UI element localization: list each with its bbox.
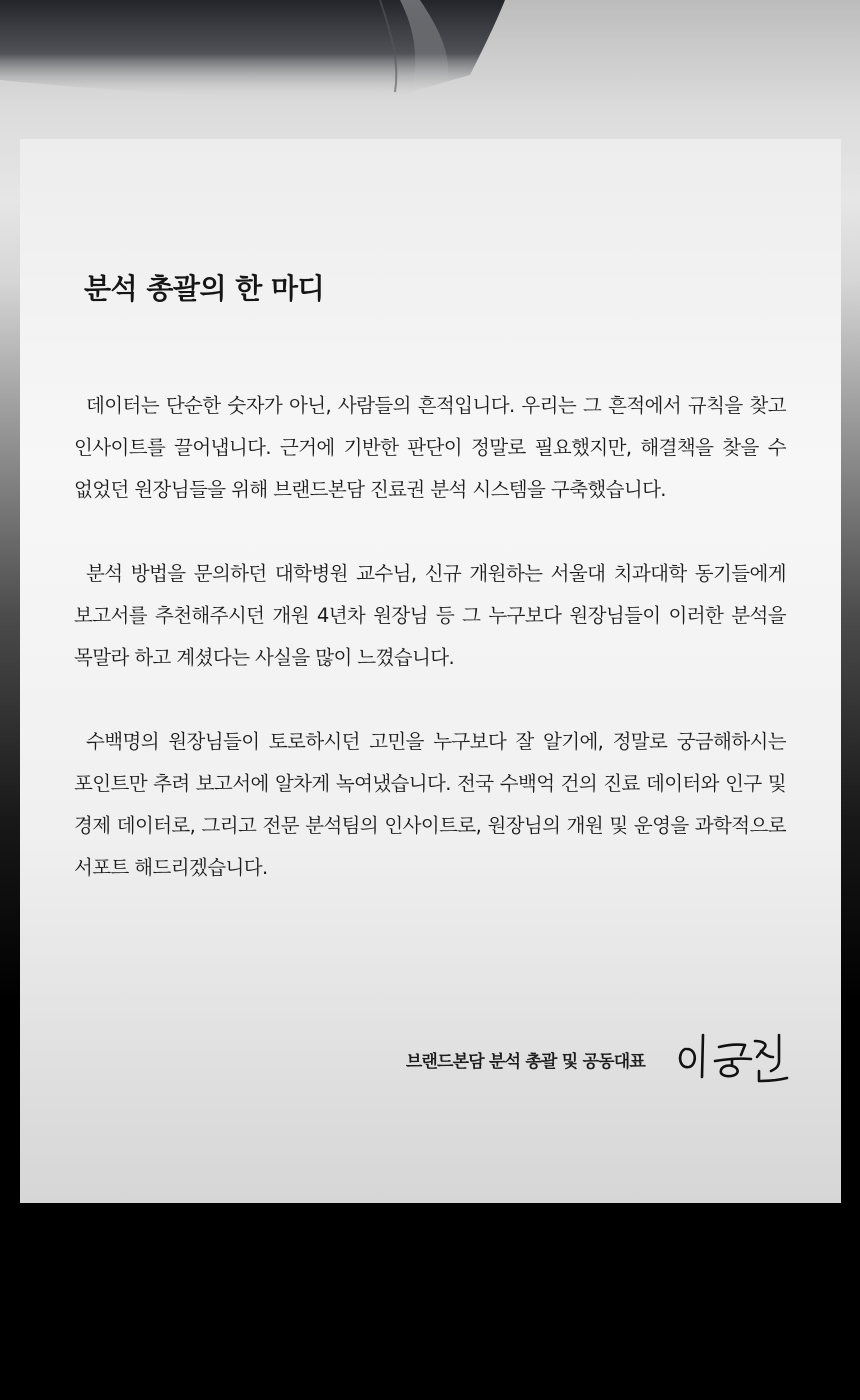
signature-line xyxy=(406,1031,791,1087)
letter-paragraph: 데이터는 단순한 숫자가 아닌, 사람들의 흔적입니다. 우리는 그 흔적에서 규칙을 찾고 인사이트를 끌어냅니다. 근거에 기반한 판단이 정말로 필요했지만, 해결책을 찾을 수 없었던 원장님들을 위해 브랜드본담 진료권 분석 시스템을 구축했습니다. xyxy=(74,394,786,501)
signature-title: 브랜드본담 분석 총괄 및 공동대표 xyxy=(405,1051,645,1072)
letter-card xyxy=(20,139,841,1203)
letter-body xyxy=(74,385,786,931)
handwritten-signature xyxy=(675,1031,791,1087)
letter-paragraph: 수백명의 원장님들이 토로하시던 고민을 누구보다 잘 알기에, 정말로 궁금해하시는 포인트만 추려 보고서에 알차게 녹여냈습니다. 전국 수백억 건의 진료 데이터와 인구 및 경제 데이터로, 그리고 전문 분석팀의 인사이트로, 원장님의 개원 및 운영을 과학적으로 서포트 해드리겠습니다. xyxy=(74,730,786,879)
letter-title: 분석 총괄의 한 마디 xyxy=(84,272,325,305)
letter-paragraph: 분석 방법을 문의하던 대학병원 교수님, 신규 개원하는 서울대 치과대학 동기들에게 보고서를 추천해주시던 개원 4년차 원장님 등 그 누구보다 원장님들이 이러한 분석을 목말라 하고 계셨다는 사실을 많이 느꼈습니다. xyxy=(74,562,786,669)
header-photo-suit xyxy=(0,0,860,130)
